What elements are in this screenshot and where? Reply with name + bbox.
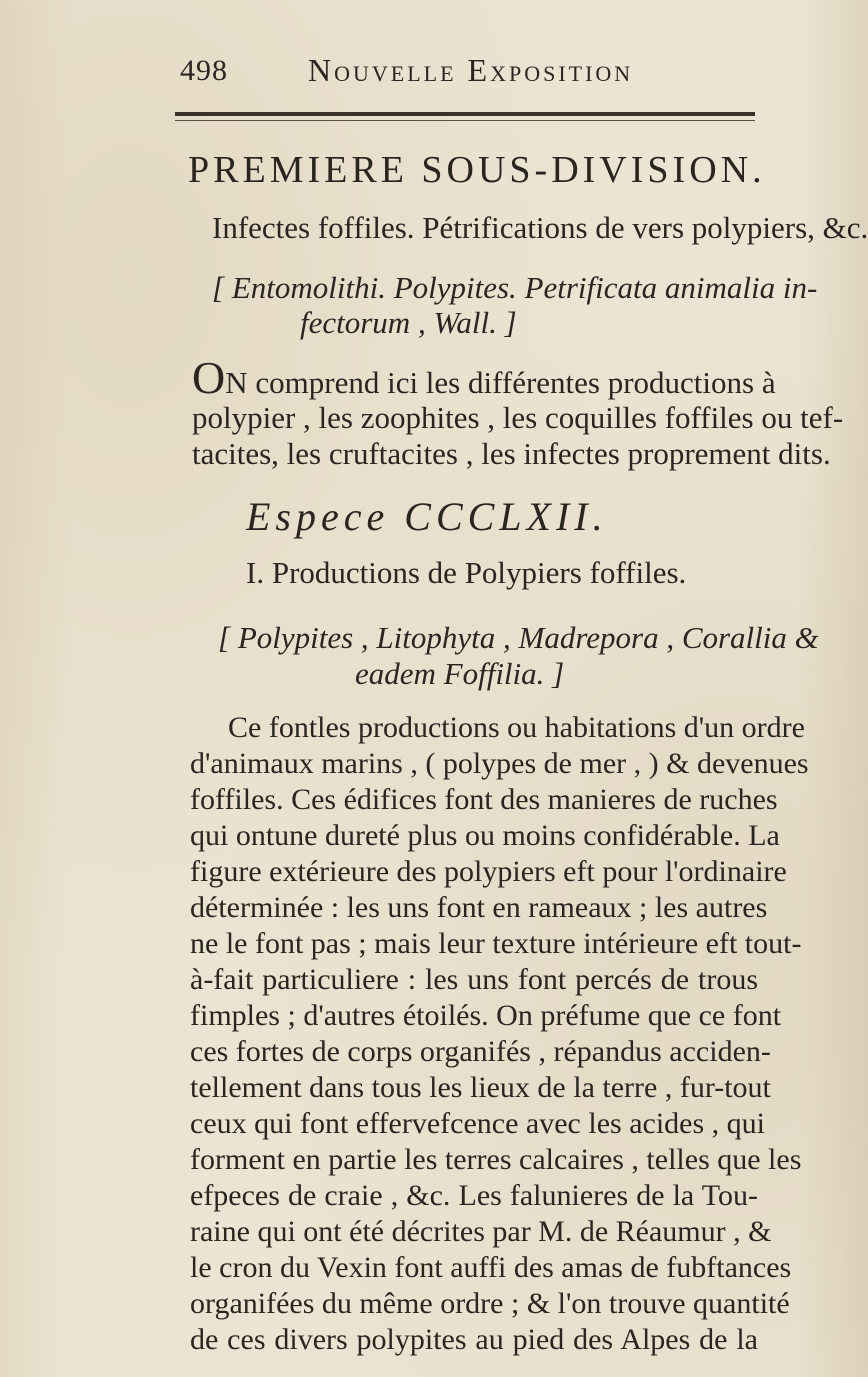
page-number: 498 <box>180 54 228 87</box>
paragraph-line: à-fait particuliere : les uns font percés de trous <box>190 963 758 996</box>
paragraph-line: le cron du Vexin font auffi des amas de fubftances <box>190 1251 792 1284</box>
paragraph-line: raine qui ont été décrites par M. de Réaumur , & <box>190 1215 772 1248</box>
latin-note-2-line-1: [ Polypites , Litophyta , Madrepora , Corallia & <box>218 620 819 655</box>
drop-cap: O <box>192 352 226 403</box>
section-subtitle: Infectes foffiles. Pétrifications de vers polypiers, &c. <box>212 210 868 245</box>
intro-line-2: polypier , les zoophites , les coquilles foffiles ou tef- <box>192 400 844 435</box>
page-header <box>180 52 740 100</box>
section-title: PREMIERE SOUS-DIVISION. <box>188 149 766 191</box>
intro-line-1 <box>192 352 776 403</box>
intro-line-3: tacites, les cruftacites , les infectes proprement dits. <box>192 436 831 471</box>
paragraph-line: ne le font pas ; mais leur texture intérieure eft tout- <box>190 927 802 960</box>
paragraph-line: ceux qui font effervefcence avec les acides , qui <box>190 1107 765 1140</box>
paragraph-line: tellement dans tous les lieux de la terre , fur-tout <box>190 1071 771 1104</box>
header-rule-thin <box>175 120 755 121</box>
paragraph-line: de ces divers polypites au pied des Alpes de la <box>190 1323 758 1356</box>
intro-line-1-text: N comprend ici les différentes productions à <box>225 365 776 400</box>
paragraph-line: déterminée : les uns font en rameaux ; les autres <box>190 891 768 924</box>
latin-note-2-line-2: eadem Foffilia. ] <box>355 656 565 691</box>
paragraph-line: figure extérieure des polypiers eft pour l'ordinaire <box>190 855 787 888</box>
subheading: I. Productions de Polypiers foffiles. <box>246 555 687 590</box>
paragraph-line: forment en partie les terres calcaires , telles que les <box>190 1143 802 1176</box>
paragraph-line: d'animaux marins , ( polypes de mer , ) & devenues <box>190 747 809 780</box>
header-rule <box>175 112 755 116</box>
paragraph-line: fimples ; d'autres étoilés. On préfume que ce font <box>190 999 782 1032</box>
paragraph-line: Ce fontles productions ou habitations d'un ordre <box>228 711 805 744</box>
paragraph-line: ces fortes de corps organifés , répandus acciden- <box>190 1035 771 1068</box>
paragraph-line: qui ontune dureté plus ou moins confidérable. La <box>190 819 780 852</box>
latin-note-1-line-2: fectorum , Wall. ] <box>300 305 517 340</box>
running-head: Nouvelle Exposition <box>308 52 634 88</box>
paragraph-line: efpeces de craie , &c. Les falunieres de la Tou- <box>190 1179 758 1212</box>
paragraph-line: organifées du même ordre ; & l'on trouve quantité <box>190 1287 790 1320</box>
paragraph-line: foffiles. Ces édifices font des manieres de ruches <box>190 783 778 816</box>
latin-note-1-line-1: [ Entomolithi. Polypites. Petrificata animalia in- <box>212 270 818 305</box>
species-heading: Espece CCCLXII. <box>246 494 608 539</box>
